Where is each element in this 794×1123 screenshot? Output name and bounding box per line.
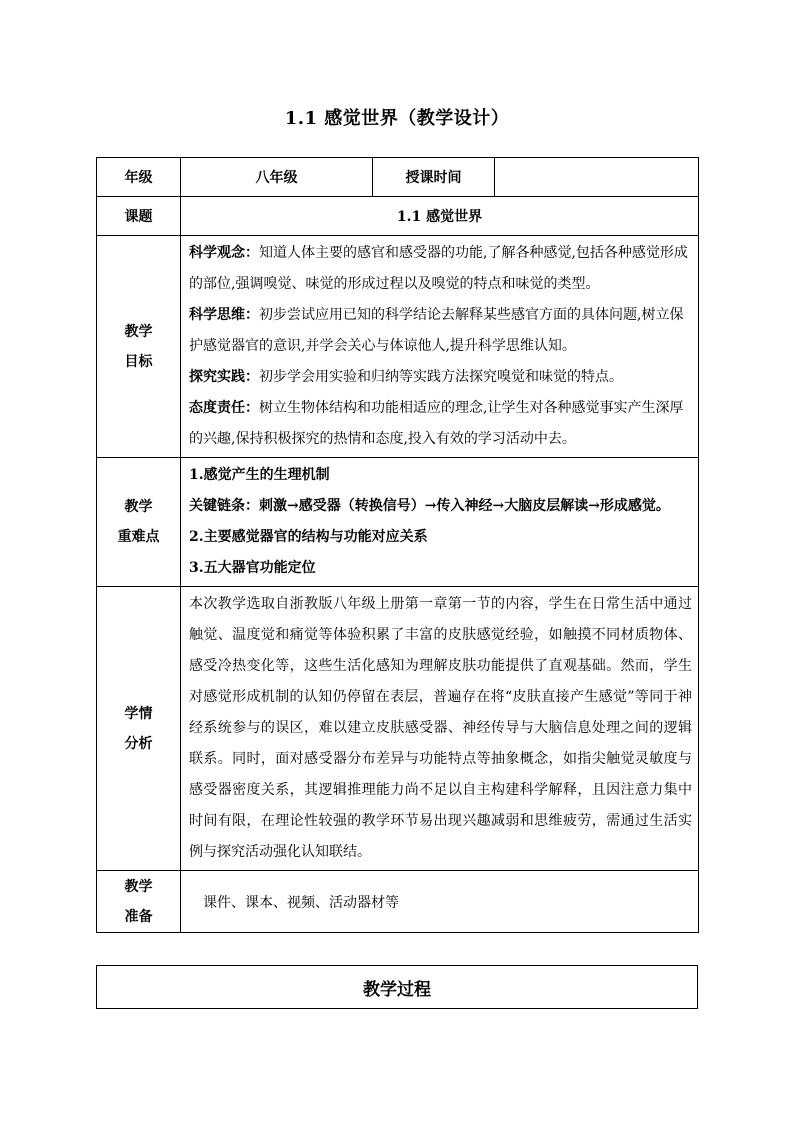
- analysis-label: [97, 587, 181, 871]
- preparation-content: 课件、课本、视频、活动器材等: [181, 871, 699, 933]
- grade-label: 年级: [97, 158, 181, 197]
- objective-key: 探究实践：: [189, 369, 259, 385]
- process-heading: 教学过程: [96, 965, 698, 1009]
- preparation-row: [97, 871, 699, 933]
- key-point-line: 1.感觉产生的生理机制: [189, 467, 330, 483]
- objectives-label: [97, 236, 181, 458]
- preparation-label-line1: 教学: [124, 878, 153, 895]
- grade-row: [97, 158, 699, 197]
- key-points-label-line2: 重难点: [117, 529, 160, 545]
- key-point-line: 3.五大器官功能定位: [189, 560, 316, 576]
- key-points-row: [97, 458, 699, 587]
- lesson-plan-table: [96, 157, 699, 933]
- analysis-label-line2: 分析: [124, 735, 153, 752]
- objective-text: 树立生物体结构和功能相适应的理念,让学生对各种感觉事实产生深厚的兴趣,保持积极探究的热情和态度,投入有效的学习活动中去。: [189, 400, 684, 447]
- grade-value: 八年级: [181, 158, 373, 197]
- objectives-label-line1: 教学: [124, 323, 153, 340]
- preparation-label: [97, 871, 181, 933]
- objective-item: [189, 300, 692, 362]
- analysis-label-line1: 学情: [124, 705, 153, 722]
- objective-item: [189, 238, 692, 300]
- objective-key: 态度责任：: [189, 400, 259, 416]
- key-points-label: [97, 458, 181, 587]
- time-value: [495, 158, 699, 197]
- key-points-label-line1: 教学: [124, 499, 153, 515]
- objective-key: 科学思维：: [189, 307, 259, 323]
- objective-item: [189, 362, 692, 393]
- analysis-row: [97, 587, 699, 871]
- topic-label: 课题: [97, 197, 181, 236]
- key-point-line: 关键链条：刺激→感受器（转换信号）→传入神经→大脑皮层解读→形成感觉。: [189, 498, 670, 514]
- analysis-content: 本次教学选取自浙教版八年级上册第一章第一节的内容，学生在日常生活中通过触觉、温度觉和痛觉等体验积累了丰富的皮肤感觉经验，如触摸不同材质物体、感受冷热变化等，这些生活化感知为理解皮肤功能提供了直观基础。然而，学生对感觉形成机制的认知仍停留在表层，普遍存在将“皮肤直接产生感觉”等同于神经系统参与的误区，难以建立皮肤感受器、神经传导与大脑信息处理之间的逻辑联系。同时，面对感受器分布差异与功能特点等抽象概念，如指尖触觉灵敏度与感受器密度关系，其逻辑推理能力尚不足以自主构建科学解释，且因注意力集中时间有限，在理论性较强的教学环节易出现兴趣减弱和思维疲劳，需通过生活实例与探究活动强化认知联结。: [181, 587, 699, 871]
- key-points-content: [181, 458, 699, 587]
- key-point-line: 2.主要感觉器官的结构与功能对应关系: [189, 529, 428, 545]
- time-label: 授课时间: [373, 158, 495, 197]
- objective-text: 知道人体主要的感官和感受器的功能,了解各种感觉,包括各种感觉形成的部位,强调嗅觉、味觉的形成过程以及嗅觉的特点和味觉的类型。: [189, 245, 688, 292]
- preparation-label-line2: 准备: [124, 908, 153, 925]
- topic-value: 1.1 感觉世界: [181, 197, 699, 236]
- objectives-label-line2: 目标: [124, 353, 153, 370]
- objectives-content: [181, 236, 699, 458]
- page-title: 1.1 感觉世界（教学设计）: [284, 108, 510, 129]
- objective-item: [189, 393, 692, 455]
- objectives-row: [97, 236, 699, 458]
- topic-row: [97, 197, 699, 236]
- objective-key: 科学观念：: [189, 245, 259, 261]
- objective-text: 初步学会用实验和归纳等实践方法探究嗅觉和味觉的特点。: [259, 369, 623, 385]
- objective-text: 初步尝试应用已知的科学结论去解释某些感官方面的具体问题,树立保护感觉器官的意识,并学会关心与体谅他人,提升科学思维认知。: [189, 307, 684, 354]
